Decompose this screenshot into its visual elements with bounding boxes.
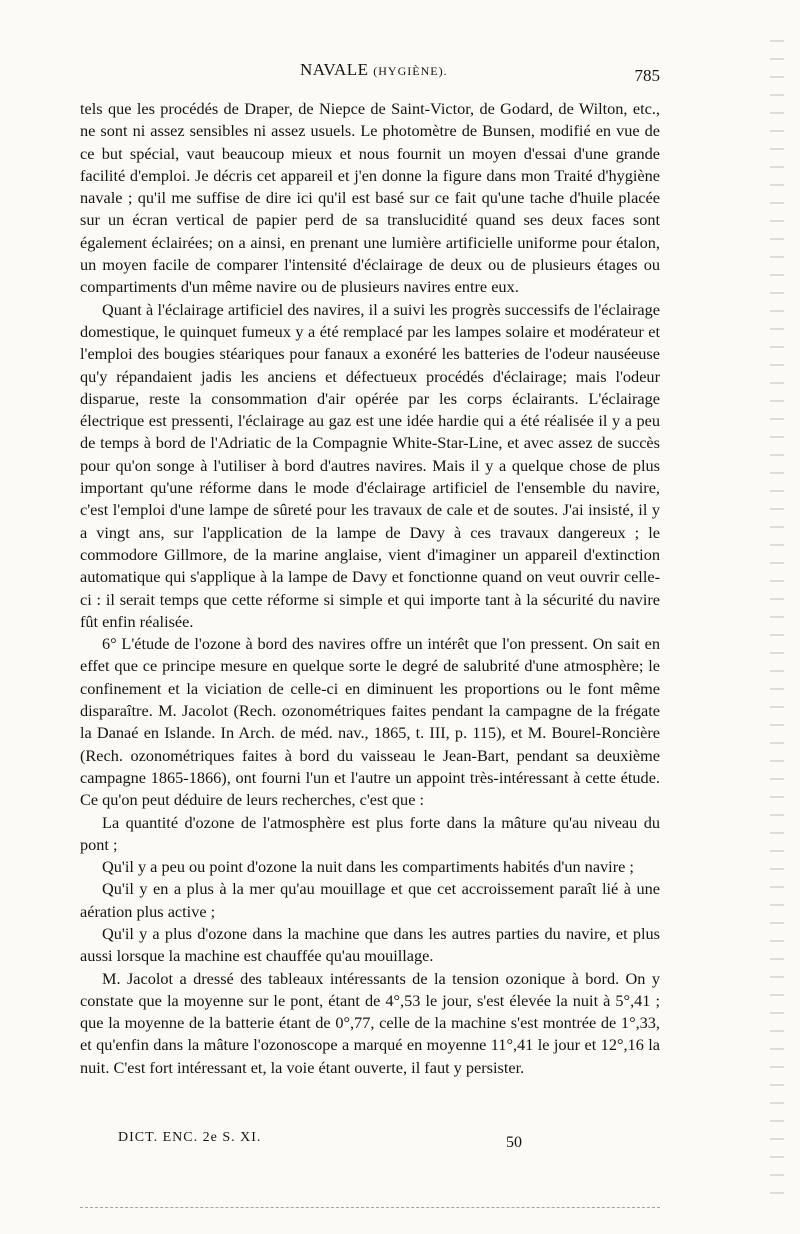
paragraph-ozone-study: 6° L'étude de l'ozone à bord des navires offre un intérêt que l'on pressent. On sait en effet que ce principe mesure en quelque sorte le degré de salubrité d'une atmosphère; le confinement et la viciation de celle-ci en diminuent les proportions ou le font même disparaître. M. Jacolot (Rech. ozonométriques faites pendant la campagne de la frégate la Danaé en Islande. In Arch. de méd. nav., 1865, t. III, p. 115), et M. Bourel-Roncière (Rech. ozonométriques faites à bord du vaisseau le Jean-Bart, pendant sa deuxième campagne 1865-1866), ont fourni l'un et l'autre un appoint très-intéressant à cette étude. Ce qu'on peut déduire de leurs recherches, c'est que : xyxy=(80,634,660,810)
running-title-main: NAVALE xyxy=(300,60,369,79)
page-footer xyxy=(80,1130,660,1154)
signature-number: 50 xyxy=(506,1134,522,1151)
body-text xyxy=(80,98,660,1079)
list-item: La quantité d'ozone de l'atmosphère est plus forte dans la mâture qu'au niveau du pont ; xyxy=(80,812,660,854)
list-item: Qu'il y a peu ou point d'ozone la nuit dans les compartiments habités d'un navire ; xyxy=(102,857,634,877)
scan-edge-marks xyxy=(770,40,784,1200)
paragraph-jacolot-tables: M. Jacolot a dressé des tableaux intéressants de la tension ozonique à bord. On y constate que la moyenne sur le pont, étant de 4°,53 le jour, s'est élevée la nuit à 5°,41 ; que la moyenne de la batterie étant de 0°,77, celle de la machine s'est montrée de 1°,33, et qu'enfin dans la mâture l'ozonoscope a marqué en moyenne 11°,41 le jour et 12°,16 la nuit. C'est fort intéressant et, la voie étant ouverte, il faut y persister. xyxy=(80,968,660,1077)
list-item: Qu'il y a plus d'ozone dans la machine que dans les autres parties du navire, et plus aussi lorsque la machine est chauffée qu'au mouillage. xyxy=(80,923,660,966)
list-item: Qu'il y en a plus à la mer qu'au mouillage et que cet accroissement paraît lié à une aération plus active ; xyxy=(80,879,660,921)
paragraph-artificial-lighting: Quant à l'éclairage artificiel des navires, il a suivi les progrès successifs de l'éclairage domestique, le quinquet fumeux y a été remplacé par les lampes solaire et modérateur et l'emploi des bougies stéariques pour fanaux a exonéré les batteries de l'odeur nauséeuse qu'y répandaient jadis les anciens et défectueux procédés d'éclairage; mais l'odeur disparue, reste la consommation d'air opérée par les corps éclairants. L'éclairage électrique est pressenti, l'éclairage au gaz est une idée hardie qui a été réalisée il y a peu de temps à bord de l'Adriatic de la Compagnie White-Star-Line, et avec assez de succès pour qu'on songe à l'utiliser à bord d'autres navires. Mais il y a quelque chose de plus important qu'une réforme dans le mode d'éclairage artificiel de l'ensemble du navire, c'est l'emploi d'une lampe de sûreté pour les travaux de cale et de soutes. J'ai insisté, il y a vingt ans, sur l'application de la lampe de Davy à ces travaux dangereux ; le commodore Gillmore, de la marine anglaise, vient d'imaginer un appareil d'extinction automatique qui s'applique à la lampe de Davy et fonctionne quand on veut ouvrir celle-ci : il serait temps que cette réforme si simple et qui importe tant à la sécurité du navire fût enfin réalisée. xyxy=(80,299,660,631)
signature-mark: DICT. ENC. 2e S. XI. xyxy=(118,1130,262,1145)
running-title xyxy=(300,60,448,80)
page-number: 785 xyxy=(634,66,660,85)
paragraph-photometry: tels que les procédés de Draper, de Niepce de Saint-Victor, de Godard, de Wilton, etc., ne sont ni assez sensibles ni assez usuels. Le photomètre de Bunsen, modifié en vue de ce but spécial, vaut beaucoup mieux et nous fournit un moyen d'essai d'une grande facilité d'emploi. Je décris cet appareil et j'en donne la figure dans mon Traité d'hygiène navale ; qu'il me suffise de dire ici qu'il est basé sur ce fait qu'une tache d'huile placée sur un écran vertical de papier perd de sa translucidité quand ses deux faces sont également éclairées; on a ainsi, en prenant une lumière artificielle uniforme pour étalon, un moyen facile de comparer l'intensité d'éclairage de deux ou de plusieurs étages ou compartiments d'un même navire ou de plusieurs navires entre eux. xyxy=(80,99,660,297)
bottom-rule xyxy=(80,1207,660,1208)
running-title-subtitle: (HYGIÈNE). xyxy=(373,64,448,78)
page-header xyxy=(80,58,660,88)
book-page xyxy=(80,58,660,1208)
